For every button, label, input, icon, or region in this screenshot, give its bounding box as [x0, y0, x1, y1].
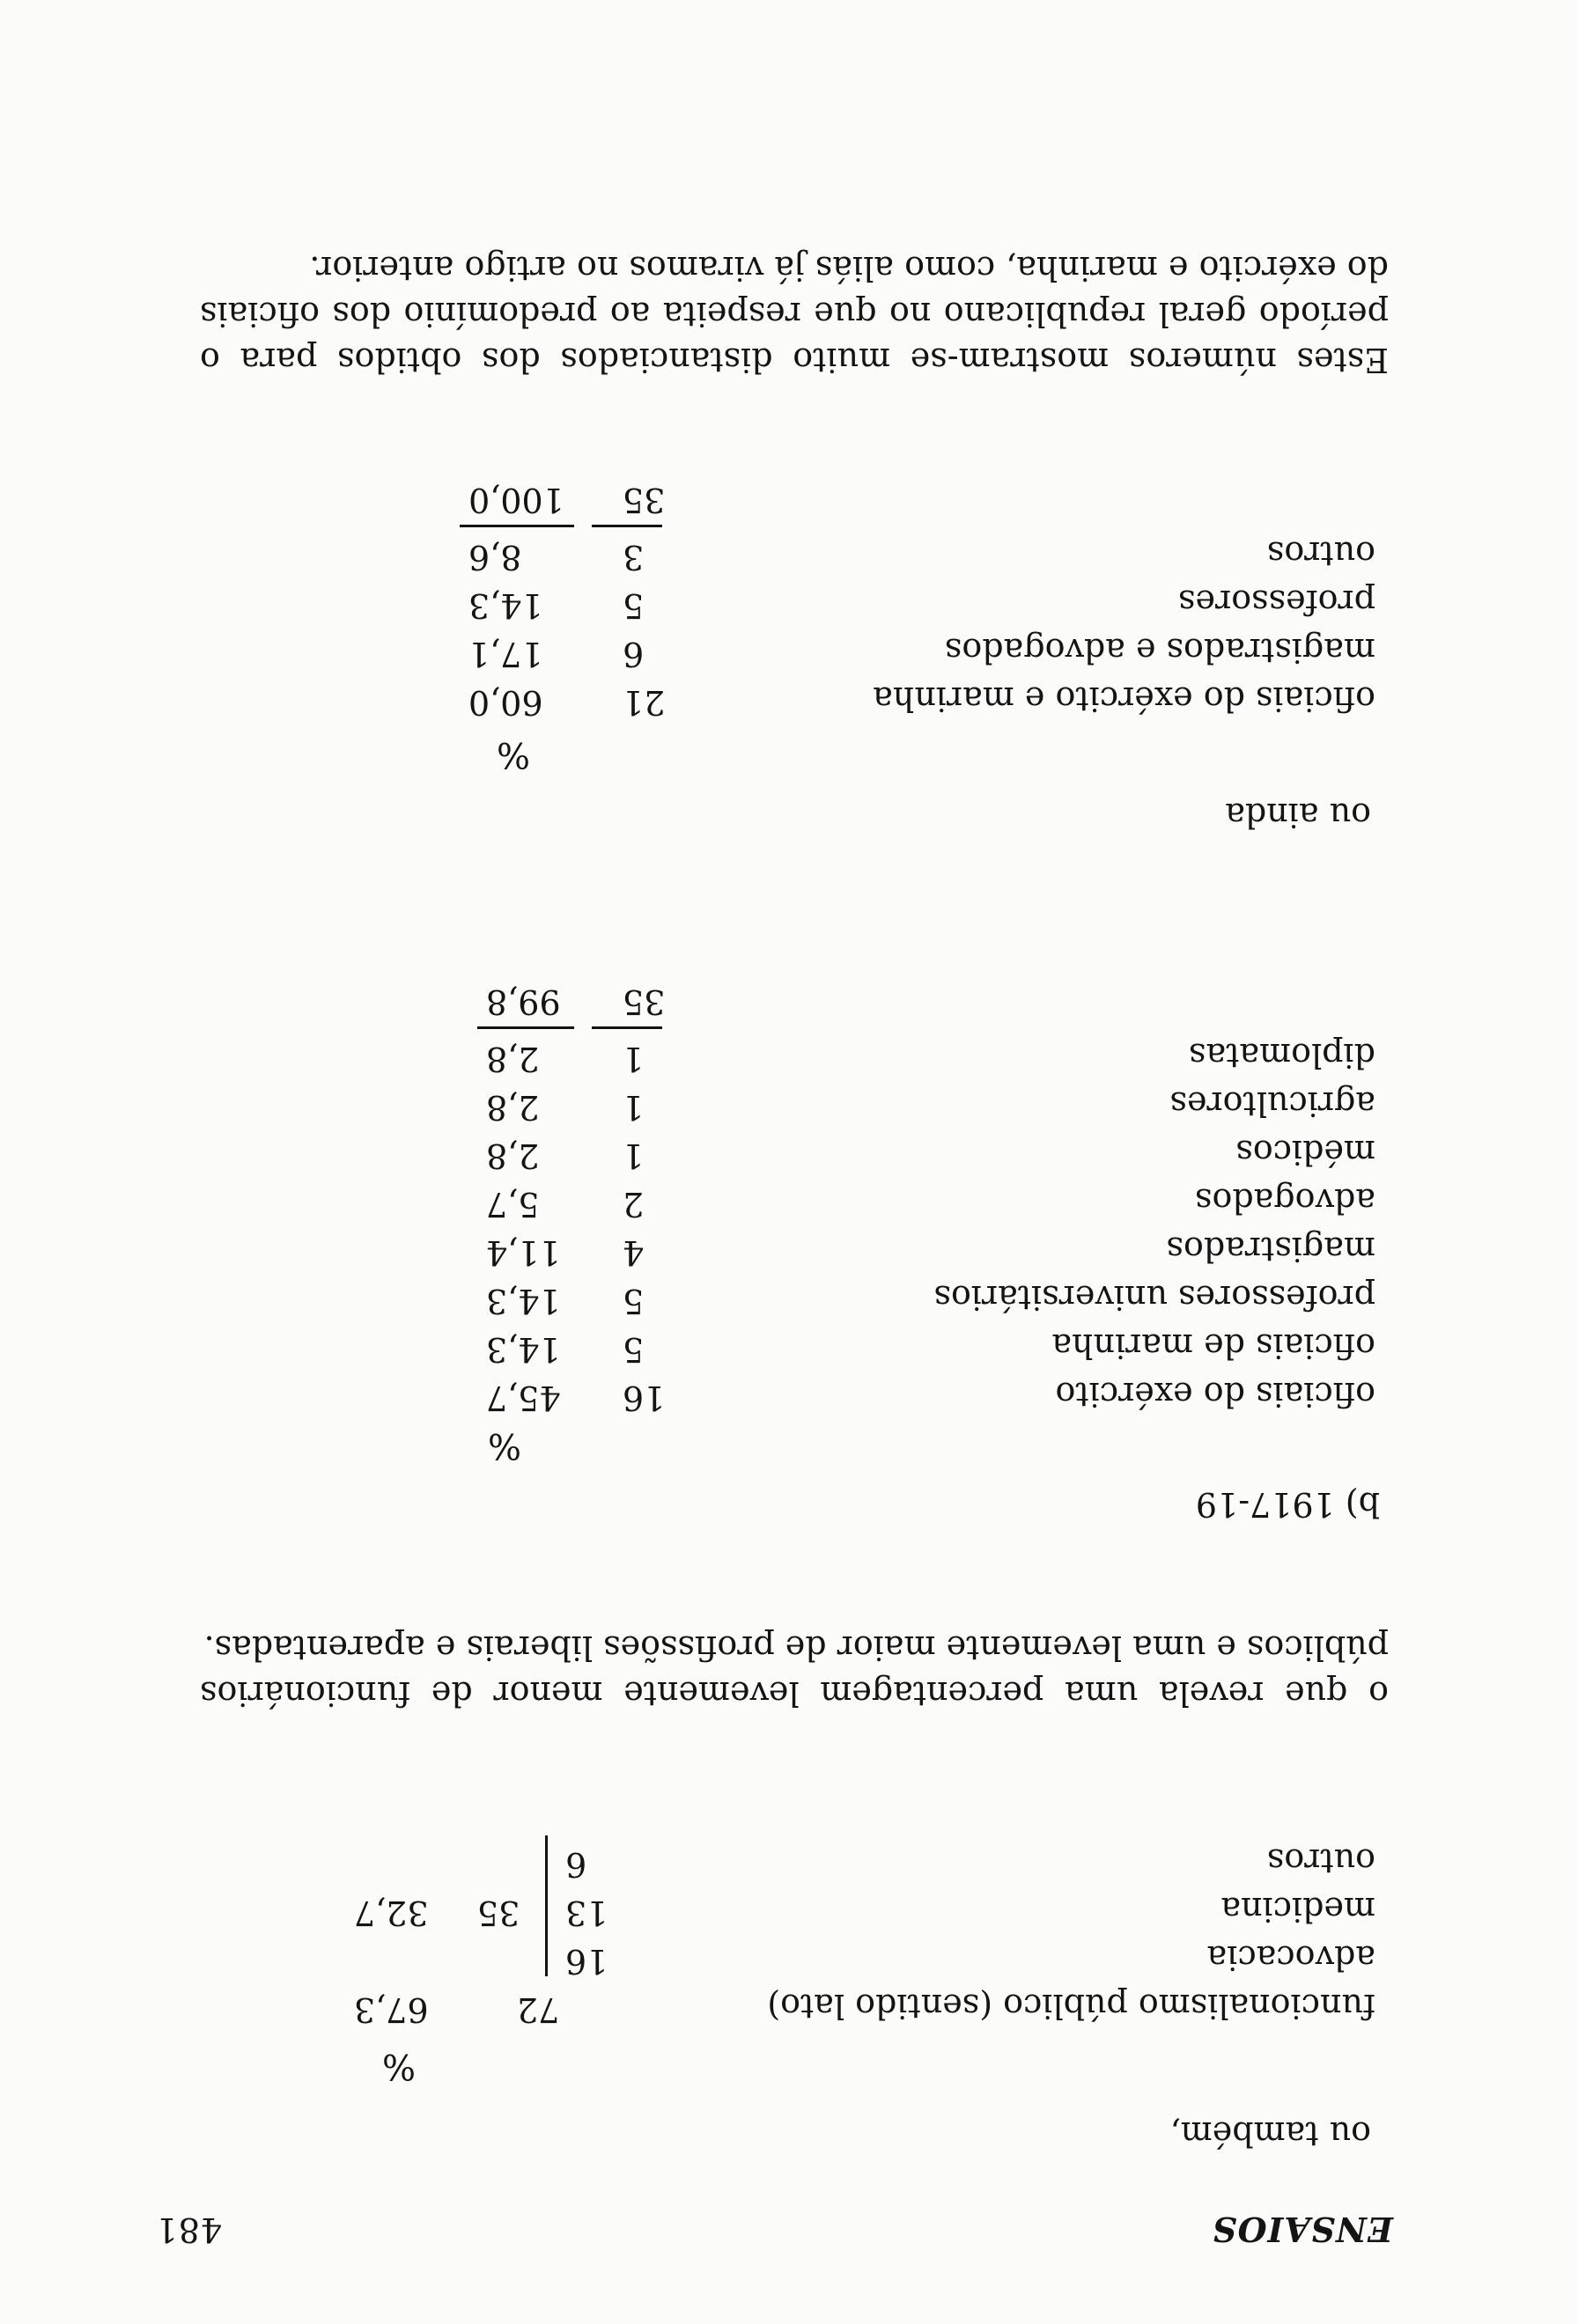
intro-line: ou também, — [1169, 2114, 1371, 2153]
table2-row-label: agricultores — [1169, 1085, 1375, 1123]
table2-row-value: 2 — [623, 1185, 645, 1224]
table2-row-value: 1 — [623, 1136, 645, 1175]
table3-row-percent: 8,6 — [468, 538, 522, 577]
running-header: ENSAIOS — [1212, 2210, 1393, 2249]
table3-row-value: 3 — [623, 538, 645, 577]
table1-group-value: 16 — [565, 1942, 608, 1981]
table2-row-label: professores universitários — [933, 1278, 1375, 1317]
table2-value-rule — [592, 1026, 662, 1029]
table1-group-value: 13 — [565, 1894, 608, 1932]
table3-row-label: professores — [1178, 583, 1375, 621]
table3-value-rule — [592, 525, 662, 527]
table2-row-percent: 2,8 — [486, 1136, 540, 1175]
table2-row-label: advogados — [1194, 1181, 1375, 1220]
table2-total-percent: 99,8 — [486, 982, 561, 1021]
table1-group-percent: 32,7 — [354, 1894, 429, 1932]
table2-row-label: diplomatas — [1189, 1036, 1375, 1075]
table3-row-percent: 60,0 — [468, 683, 543, 722]
table2-row-label: oficiais do exército — [1055, 1375, 1375, 1414]
table1-group-total: 35 — [477, 1894, 520, 1932]
table3-row-value: 21 — [623, 683, 666, 722]
table2-row-label: magistrados — [1166, 1230, 1375, 1269]
table2-row-value: 5 — [623, 1282, 645, 1320]
table1-row-value: 72 — [517, 1990, 560, 2029]
table2-row-value: 4 — [623, 1233, 645, 1272]
table1-row-percent: 67,3 — [354, 1990, 429, 2029]
table3-row-label: magistrados e advogados — [944, 631, 1375, 670]
table2-percent-header: % — [487, 1425, 521, 1466]
table2-row-value: 1 — [623, 1088, 645, 1127]
table2-row-percent: 14,3 — [486, 1330, 561, 1369]
table3-percent-header: % — [496, 734, 530, 775]
table1-group-label: outros — [1266, 1842, 1375, 1880]
table2-row-percent: 11,4 — [486, 1233, 561, 1272]
ou-ainda-line: ou ainda — [1225, 796, 1371, 835]
table3-row-label: outros — [1266, 534, 1375, 573]
table3-row-value: 6 — [623, 635, 645, 673]
table1-group-label: advocacia — [1206, 1938, 1375, 1977]
table3-row-percent: 17,1 — [468, 635, 543, 673]
table2-row-percent: 45,7 — [486, 1379, 561, 1417]
section-b-heading: b) 1917-19 — [1195, 1485, 1380, 1524]
table3-row-label: oficiais do exército e marinha — [873, 680, 1375, 718]
table3-row-percent: 14,3 — [468, 586, 543, 625]
table2-total: 35 — [623, 982, 666, 1021]
group-brace — [545, 1835, 548, 1976]
table2-row-value: 16 — [623, 1379, 666, 1417]
table2-row-label: médicos — [1235, 1133, 1375, 1172]
table3-row-value: 5 — [623, 586, 645, 625]
table3-total: 35 — [623, 481, 666, 519]
table1-percent-header: % — [381, 2046, 416, 2086]
table3-percent-rule — [460, 525, 574, 527]
table2-row-percent: 5,7 — [486, 1185, 540, 1224]
table2-row-label: oficiais de marinha — [1051, 1327, 1375, 1365]
table2-row-value: 5 — [623, 1330, 645, 1369]
paragraph-1: o que revela uma percentagem levemente menor de funcionários públicos e uma levemente maior de profissões liberais e aparentadas. — [200, 1629, 1389, 1713]
page-number: 481 — [155, 2210, 222, 2249]
table3-total-percent: 100,0 — [468, 481, 564, 519]
table2-row-percent: 14,3 — [486, 1282, 561, 1320]
paragraph-2: Estes números mostram-se muito distanciados dos obtidos para o período geral republicano no que respeita ao predomínio dos oficiais do exército e marinha, como aliás já viramos no artigo anterior. — [200, 249, 1389, 379]
table2-percent-rule — [477, 1026, 574, 1029]
table1-group-label: medicina — [1220, 1890, 1375, 1929]
table2-row-percent: 2,8 — [486, 1040, 540, 1078]
table1-group-value: 6 — [565, 1845, 587, 1884]
table1-row-label: funcionalismo público (sentido lato) — [767, 1987, 1375, 2026]
table2-row-value: 1 — [623, 1040, 645, 1078]
table2-row-percent: 2,8 — [486, 1088, 540, 1127]
